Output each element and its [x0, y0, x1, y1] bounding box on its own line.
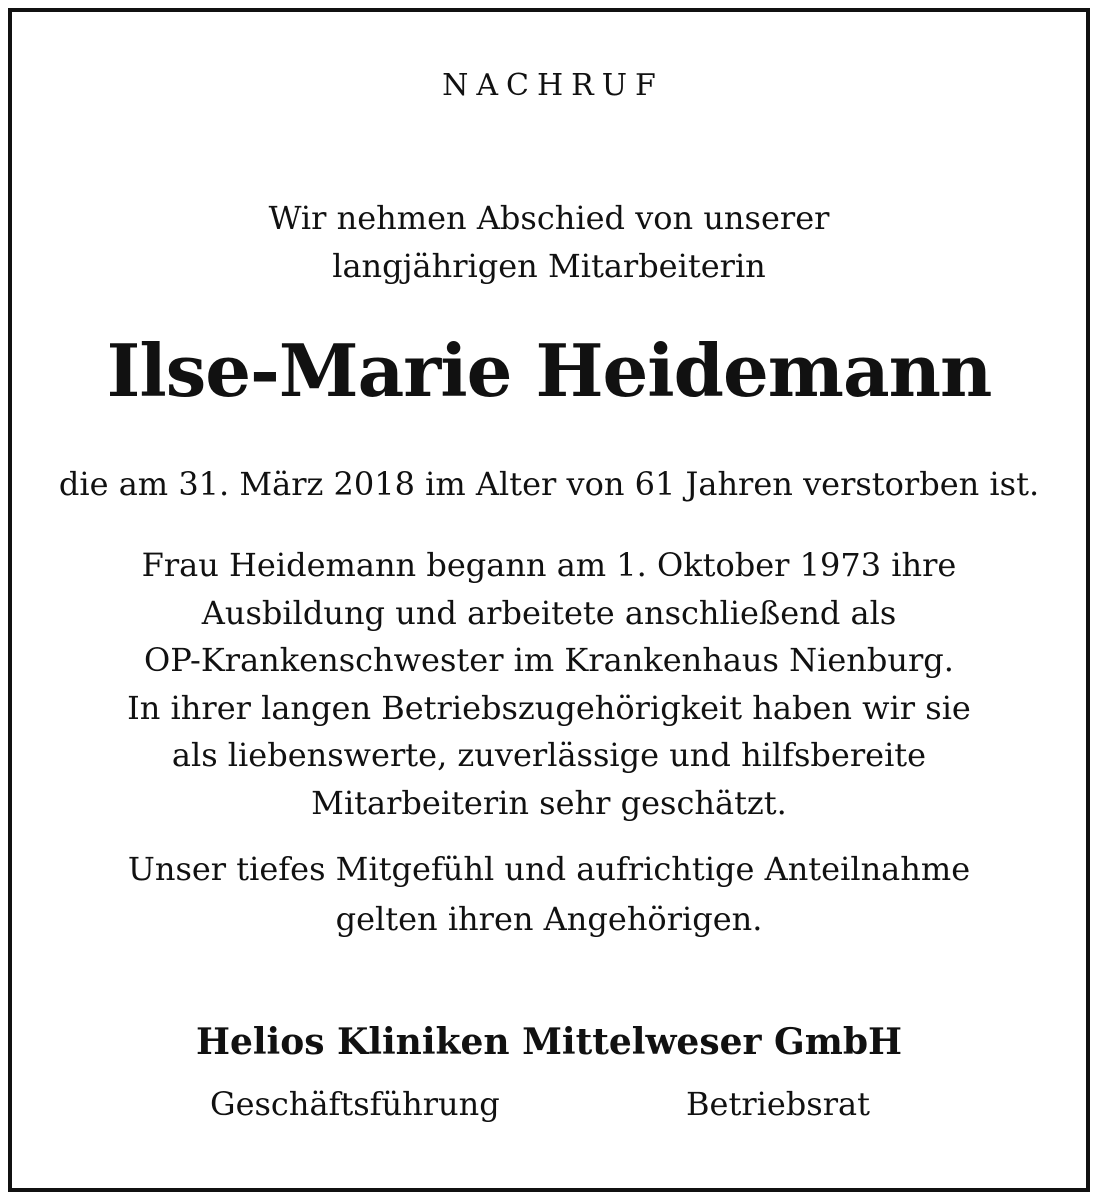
condolence-text [0, 844, 1098, 944]
condolence-line: Unser tiefes Mitgefühl und aufrichtige Anteilnahme [127, 850, 971, 888]
biography-line: Ausbildung und arbeitete anschließend als [201, 593, 897, 632]
biography-line: Frau Heidemann begann am 1. Oktober 1973 ihre [141, 546, 957, 584]
company-name: Helios Kliniken Mittelweser GmbH [195, 1021, 903, 1063]
biography-text [0, 542, 1098, 827]
signer-management: Geschäftsführung [210, 1085, 500, 1123]
intro-text [0, 194, 1098, 290]
intro-line: langjährigen Mitarbeiterin [332, 247, 766, 285]
biography-line: als liebenswerte, zuverlässige und hilfsbereite [171, 736, 927, 774]
biography-line: OP-Krankenschwester im Krankenhaus Nienburg. [144, 641, 954, 679]
condolence-line: gelten ihren Angehörigen. [335, 900, 763, 938]
intro-line: Wir nehmen Abschied von unserer [268, 199, 830, 237]
biography-line: Mitarbeiterin sehr geschätzt. [311, 783, 787, 822]
death-date-line: die am 31. März 2018 im Alter von 61 Jahren verstorben ist. [58, 465, 1040, 503]
signer-works-council: Betriebsrat [686, 1085, 870, 1123]
biography-line: In ihrer langen Betriebszugehörigkeit haben wir sie [127, 688, 971, 727]
deceased-name: Ilse-Marie Heidemann [106, 328, 992, 413]
obituary-heading: NACHRUF [442, 68, 664, 103]
